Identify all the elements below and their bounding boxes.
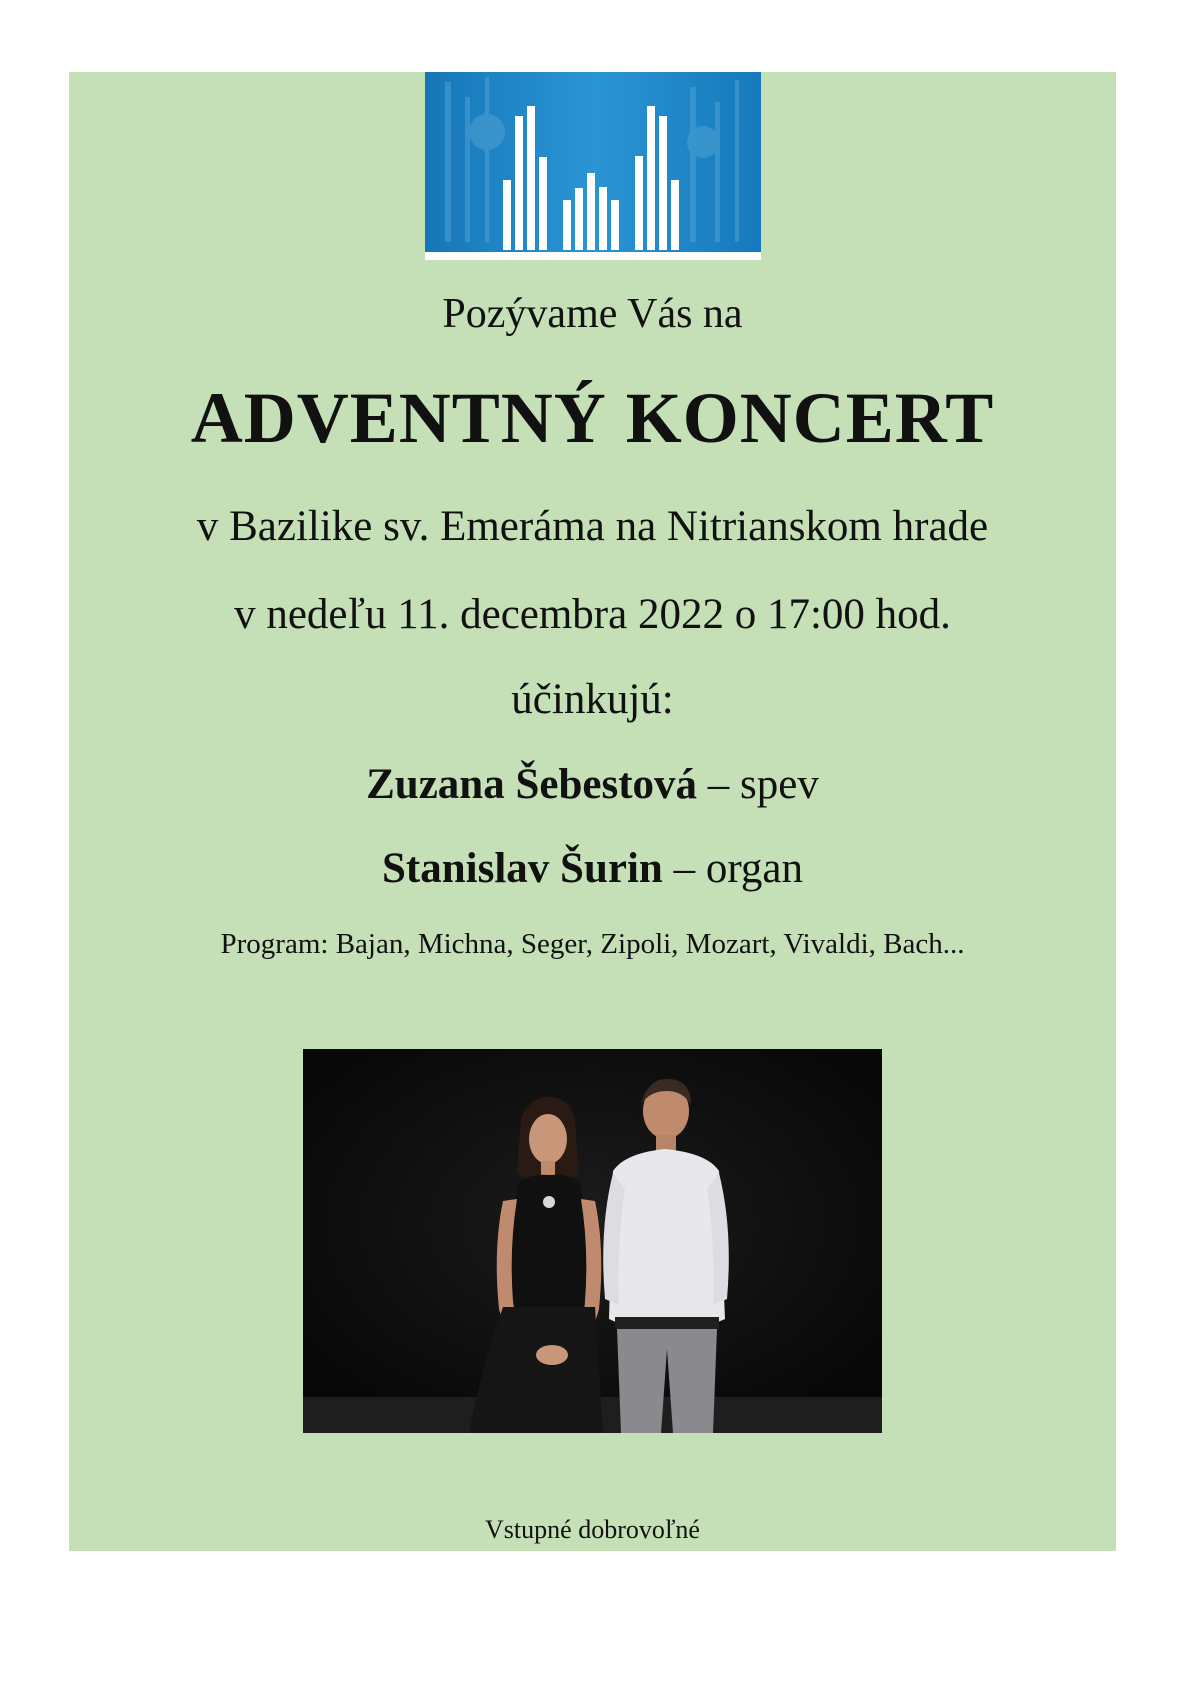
performer-role: – spev: [707, 761, 819, 808]
venue-text: v Bazilike sv. Emeráma na Nitrianskom hrade: [196, 503, 989, 550]
program-text: Program: Bajan, Michna, Seger, Zipoli, Mozart, Vivaldi, Bach...: [220, 928, 965, 960]
performers-label: účinkujú:: [511, 676, 674, 723]
performers-photo-icon: [303, 1049, 882, 1433]
entry-note: Vstupné dobrovoľné: [485, 1515, 700, 1544]
invite-text: Pozývame Vás na: [442, 291, 743, 337]
concert-title: ADVENTNÝ KONCERT: [190, 378, 995, 458]
date-time-text: v nedeľu 11. decembra 2022 o 17:00 hod.: [234, 591, 951, 638]
performer-line: [69, 844, 1116, 893]
poster: [69, 72, 1116, 1551]
organ-pipes-logo-icon: [425, 72, 761, 260]
performer-name: Zuzana Šebestová: [366, 761, 698, 808]
performer-name: Stanislav Šurin: [382, 845, 663, 892]
performer-role: – organ: [673, 845, 803, 892]
performer-line: [69, 760, 1116, 809]
